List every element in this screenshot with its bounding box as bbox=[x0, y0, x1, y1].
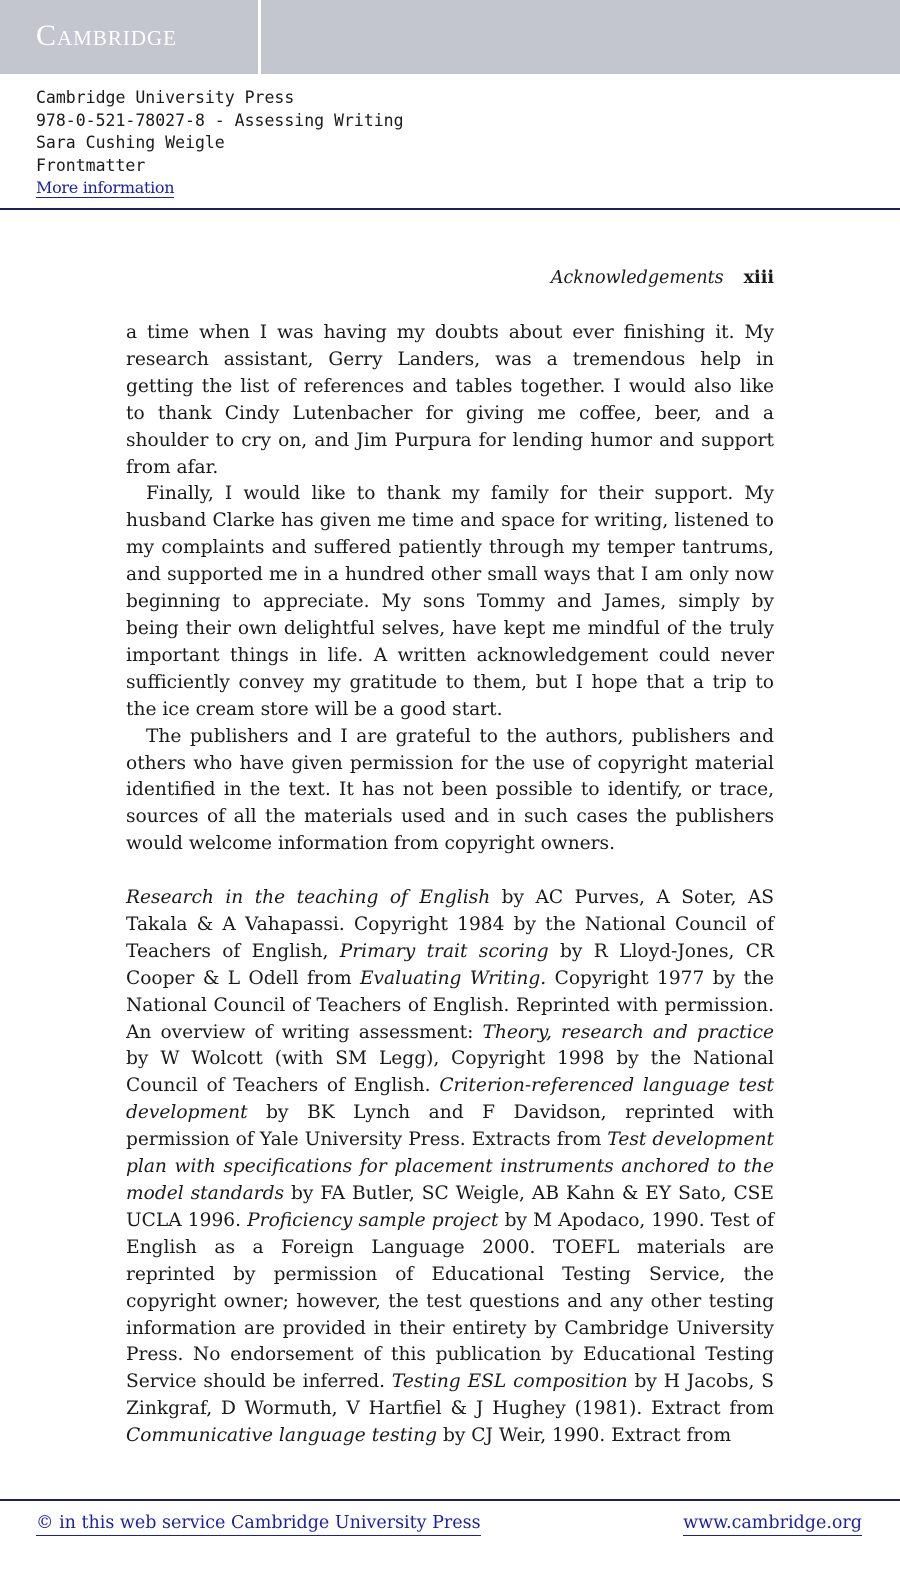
publisher-name: Cambridge University Press bbox=[36, 88, 295, 107]
more-information-link[interactable]: More information bbox=[36, 178, 175, 197]
credit-text: Copyright 1977 by the National Council of Teachers of English. Reprinted with permission. An overview of writing assessment: bbox=[126, 967, 775, 1043]
work-title: Testing ESL composition bbox=[391, 1371, 628, 1393]
header-rule bbox=[0, 208, 900, 210]
credit-text: by M Apodaco, 1990. Test of English as a Foreign Language 2000. TOEFL materials are reprinted by permission of Educational Testing Service, the copyright owner; however, the test questions and any other testing information are provided in their entirety by Cambridge University Press. No endorsement of this publication by Educational Testing Service should be inferred. bbox=[126, 1209, 774, 1393]
credit-text: by CJ Weir, 1990. Extract from bbox=[437, 1425, 732, 1447]
book-metadata bbox=[36, 87, 404, 200]
work-title: Primary trait scoring bbox=[339, 940, 549, 962]
credit-text: by FA Butler, SC Weigle, AB Kahn & EY Sato, CSE UCLA 1996. bbox=[126, 1182, 774, 1231]
credit-text: by H Jacobs, S Zinkgraf, D Wormuth, V Hartfiel & J Hughey (1981). Extract from bbox=[126, 1371, 774, 1420]
running-head-title: Acknowledgements bbox=[550, 268, 724, 288]
work-title: Communicative language testing bbox=[126, 1425, 438, 1447]
paragraph-1: a time when I was having my doubts about ever finishing it. My research assistant, Gerry Landers, was a tremendous help in getting the list of references and tables together. I would also like to thank Cindy Lutenbacher for giving me coffee, beer, and a shoulder to cry on, and Jim Purpura for lending humor and support from afar. bbox=[126, 322, 774, 478]
work-title: Theory, research and practice bbox=[482, 1021, 774, 1043]
paragraph-2: Finally, I would like to thank my family for their support. My husband Clarke has given me time and space for writing, listened to my complaints and suffered patiently through my temper tantrums, and supported me in a hundred other small ways that I am only now beginning to appreciate. My sons Tommy and James, simply by being their own delightful selves, have kept me mindful of the truly important things in life. A written acknowledgement could never sufficiently convey my gratitude to them, but I hope that a trip to the ice cream store will be a good start. bbox=[126, 483, 774, 720]
copyright-link[interactable]: © in this web service Cambridge University Press bbox=[36, 1511, 481, 1536]
page-number: xiii bbox=[743, 268, 774, 288]
running-head bbox=[551, 266, 774, 290]
cambridge-logo: Cambridge bbox=[36, 19, 178, 52]
permissions-paragraph bbox=[126, 885, 774, 1450]
credit-text: by R Lloyd-Jones, CR Cooper & L Odell from bbox=[126, 940, 774, 989]
work-title: Test development plan with specifications for placement instruments anchored to the model standards bbox=[126, 1129, 774, 1204]
page-body bbox=[126, 320, 774, 1450]
isbn-title: 978-0-521-78027-8 - Assessing Writing bbox=[36, 110, 404, 130]
work-title: Criterion-referenced language test development bbox=[126, 1075, 774, 1124]
brand-divider bbox=[258, 0, 261, 74]
credit-text: by BK Lynch and F Davidson, reprinted with permission of Yale University Press. Extracts from bbox=[126, 1102, 774, 1151]
paragraph-3: The publishers and I are grateful to the authors, publishers and others who have given permission for the use of copyright material identified in the text. It has not been possible to identify, or trace, sources of all the materials used and in such cases the publishers would welcome information from copyright owners. bbox=[126, 725, 774, 855]
work-title: Proficiency sample project bbox=[247, 1209, 499, 1231]
credit-text: by AC Purves, A Soter, AS Takala & A Vahapassi. Copyright 1984 by the National Council of Teachers of English, bbox=[126, 887, 774, 962]
section-name: Frontmatter bbox=[36, 155, 146, 175]
footer-rule bbox=[0, 1499, 900, 1501]
credit-text: by W Wolcott (with SM Legg), Copyright 1998 by the National Council of Teachers of English. bbox=[126, 1048, 774, 1097]
work-title: Research in the teaching of English bbox=[126, 887, 491, 909]
website-link[interactable]: www.cambridge.org bbox=[683, 1511, 862, 1536]
author-name: Sara Cushing Weigle bbox=[36, 133, 225, 152]
work-title: Evaluating Writing. bbox=[359, 967, 547, 989]
